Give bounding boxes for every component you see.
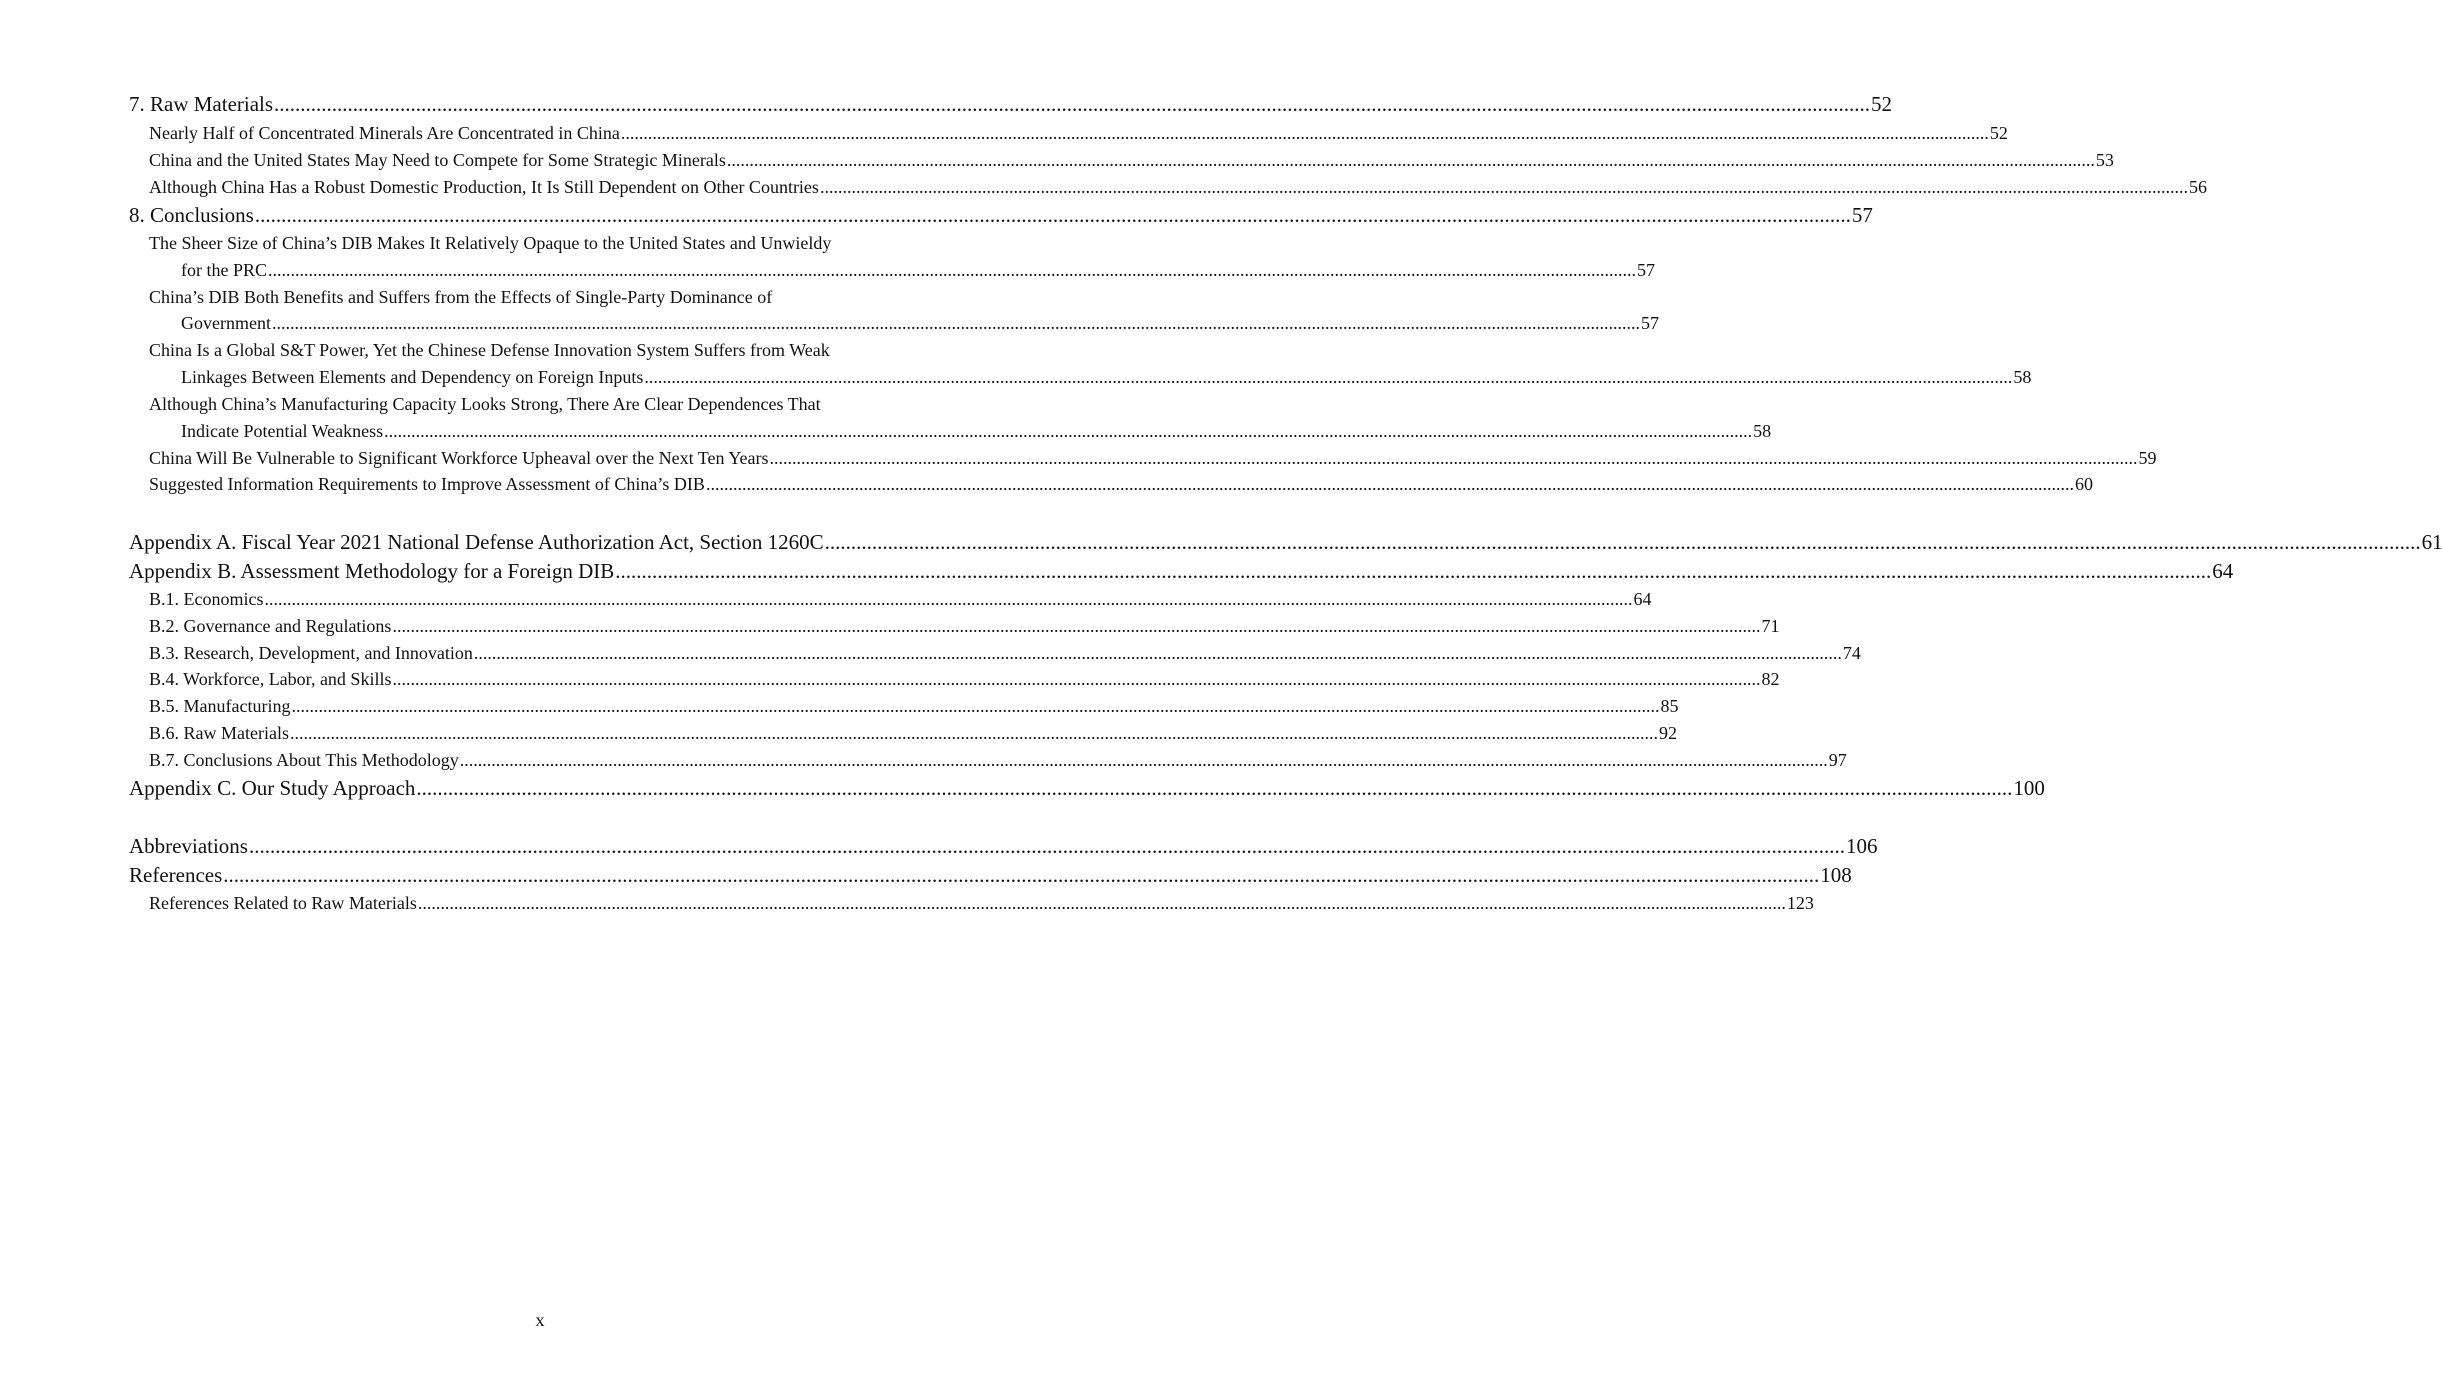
toc-entry[interactable]: [181, 313, 1659, 333]
toc-entry-title: Although China Has a Robust Domestic Production, It Is Still Dependent on Other Countries: [149, 177, 819, 197]
toc-leader-dots: [706, 475, 2074, 493]
toc-entry-page: 106: [1845, 834, 1878, 858]
toc-entry-page: 74: [1842, 643, 1861, 663]
toc-leader-dots: [392, 670, 1760, 688]
toc-entry-page: 61: [2421, 530, 2443, 554]
toc-entry-title-line1[interactable]: The Sheer Size of China’s DIB Makes It Relatively Opaque to the United States and Unwieldy: [149, 233, 832, 253]
toc-entry[interactable]: [181, 260, 1656, 280]
toc-entry-title: 7. Raw Materials: [129, 92, 274, 116]
toc-entry-page: 64: [1633, 589, 1652, 609]
toc-entry-page: 100: [2013, 776, 2045, 800]
toc-entry[interactable]: [181, 421, 1772, 441]
toc-entry[interactable]: [149, 123, 2008, 143]
toc-entry[interactable]: [149, 669, 1780, 689]
toc-entry-title: Nearly Half of Concentrated Minerals Are Concentrated in China: [149, 123, 620, 143]
toc-entry[interactable]: [129, 776, 2045, 800]
toc-entry[interactable]: [149, 177, 2207, 197]
toc-entry-page: 52: [1871, 92, 1893, 116]
toc-entry[interactable]: [149, 723, 1677, 743]
toc-entry[interactable]: [129, 530, 2443, 554]
toc-leader-dots: [820, 178, 2188, 196]
toc-leader-dots: [384, 422, 1752, 440]
toc-entry[interactable]: [149, 893, 1814, 913]
toc-entry[interactable]: [149, 474, 2093, 494]
toc-entry-page: 64: [2212, 559, 2234, 583]
toc-entry-title: Suggested Information Requirements to Improve Assessment of China’s DIB: [149, 474, 705, 494]
toc-entry-page: 92: [1658, 723, 1677, 743]
toc-entry-title: Appendix B. Assessment Methodology for a Foreign DIB: [129, 559, 615, 583]
toc-entry-title: B.6. Raw Materials: [149, 723, 289, 743]
toc-entry-title: B.1. Economics: [149, 589, 264, 609]
page-number: x: [535, 1310, 545, 1330]
toc-entry[interactable]: [129, 203, 1873, 227]
toc-leader-dots: [644, 368, 2012, 386]
toc-entry-title: B.2. Governance and Regulations: [149, 616, 392, 636]
toc-leader-dots: [416, 778, 2012, 799]
toc-entry-title-line1[interactable]: China’s DIB Both Benefits and Suffers from the Effects of Single-Party Dominance of: [149, 287, 773, 307]
toc-entry-title: References: [129, 863, 223, 887]
toc-leader-dots: [392, 617, 1760, 635]
toc-entry-title-line1[interactable]: China Is a Global S&T Power, Yet the Chinese Defense Innovation System Suffers from Weak: [149, 340, 830, 360]
toc-entry-title: Government: [181, 313, 271, 333]
toc-entry-title: B.4. Workforce, Labor, and Skills: [149, 669, 392, 689]
toc-leader-dots: [291, 697, 1659, 715]
toc-entry[interactable]: [149, 150, 2114, 170]
toc-entry[interactable]: [129, 863, 1852, 887]
toc-entry-page: 58: [1753, 421, 1772, 441]
toc-leader-dots: [615, 561, 2211, 582]
toc-entry-page: 57: [1640, 313, 1659, 333]
toc-leader-dots: [727, 151, 2095, 169]
toc-entry-title: References Related to Raw Materials: [149, 893, 417, 913]
toc-entry-page: 59: [2138, 448, 2157, 468]
toc-entry[interactable]: [149, 448, 2157, 468]
toc-leader-dots: [268, 261, 1636, 279]
toc-leader-dots: [825, 532, 2421, 553]
toc-entry-title: Appendix A. Fiscal Year 2021 National Defense Authorization Act, Section 1260C: [129, 530, 824, 554]
toc-leader-dots: [255, 205, 1851, 226]
toc-entry-title: 8. Conclusions: [129, 203, 254, 227]
toc-entry-title-line1[interactable]: Although China’s Manufacturing Capacity Looks Strong, There Are Clear Dependences That: [149, 394, 821, 414]
toc-entry-page: 97: [1828, 750, 1847, 770]
toc-entry-page: 85: [1660, 696, 1679, 716]
toc-entry[interactable]: [129, 834, 1878, 858]
toc-entry[interactable]: [181, 367, 2032, 387]
toc-leader-dots: [621, 124, 1989, 142]
toc-leader-dots: [460, 751, 1828, 769]
toc-entry-page: 53: [2095, 150, 2114, 170]
toc-entry[interactable]: [149, 589, 1652, 609]
toc-entry-title: China and the United States May Need to Compete for Some Strategic Minerals: [149, 150, 726, 170]
toc-entry-title: B.5. Manufacturing: [149, 696, 291, 716]
toc-entry-page: 52: [1989, 123, 2008, 143]
toc-entry[interactable]: [129, 559, 2234, 583]
toc-entry-page: 58: [2013, 367, 2032, 387]
toc-entry-page: 57: [1851, 203, 1873, 227]
toc-entry-title: China Will Be Vulnerable to Significant Workforce Upheaval over the Next Ten Years: [149, 448, 769, 468]
toc-leader-dots: [418, 894, 1786, 912]
toc-entry[interactable]: [129, 92, 1893, 116]
toc-entry[interactable]: [149, 616, 1780, 636]
toc-entry[interactable]: [149, 643, 1861, 663]
toc-entry-page: 82: [1761, 669, 1780, 689]
toc-entry-title: Linkages Between Elements and Dependency on Foreign Inputs: [181, 367, 644, 387]
toc-leader-dots: [249, 836, 1845, 857]
toc-entry-title: B.7. Conclusions About This Methodology: [149, 750, 459, 770]
toc-entry-page: 60: [2074, 474, 2093, 494]
toc-entry[interactable]: [149, 696, 1679, 716]
toc-entry-page: 123: [1786, 893, 1814, 913]
toc-entry-page: 57: [1637, 260, 1656, 280]
toc-leader-dots: [770, 449, 2138, 467]
toc-leader-dots: [274, 94, 1870, 115]
toc-leader-dots: [272, 314, 1640, 332]
toc-leader-dots: [265, 590, 1633, 608]
toc-entry-title: Indicate Potential Weakness: [181, 421, 384, 441]
toc-leader-dots: [290, 724, 1658, 742]
toc-leader-dots: [474, 644, 1842, 662]
toc-entry-title: Abbreviations: [129, 834, 248, 858]
toc-entry-page: 108: [1820, 863, 1852, 887]
toc-entry-page: 71: [1761, 616, 1780, 636]
toc-entry-page: 56: [2188, 177, 2207, 197]
toc-entry-title: for the PRC: [181, 260, 268, 280]
toc-entry-title: B.3. Research, Development, and Innovation: [149, 643, 473, 663]
toc-entry-title: Appendix C. Our Study Approach: [129, 776, 416, 800]
toc-entry[interactable]: [149, 750, 1847, 770]
toc-leader-dots: [223, 865, 1819, 886]
